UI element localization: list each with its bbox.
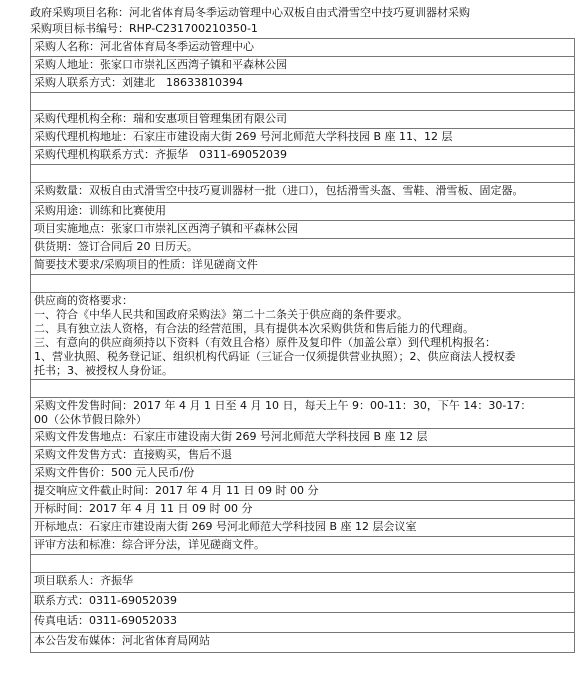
opening-place: 开标地点：石家庄市建设南大街 269 号河北师范大学科技园 B 座 12 层会议室: [31, 519, 575, 537]
document-sale-time-line-1: 采购文件发售时间：2017 年 4 月 1 日至 4 月 10 日，每天上午 9：00-11：30，下午 14：30-17：: [34, 399, 532, 412]
document-sale-time: [31, 398, 575, 429]
project-name-label: 政府采购项目名称：: [30, 6, 129, 19]
qualification-item-3-docs-cont: 托书；3、被授权人身份证。: [34, 364, 173, 377]
submission-deadline: 提交响应文件截止时间：2017 年 4 月 11 日 09 时 00 分: [31, 483, 575, 501]
agency-contact: 采购代理机构联系方式：齐振华 0311-69052039: [31, 147, 575, 165]
project-number-label: 采购项目标书编号：: [30, 22, 129, 35]
blank-row: [31, 93, 575, 111]
blank-row: [31, 380, 575, 398]
agency-name: 采购代理机构全称：瑞和安惠项目管理集团有限公司: [31, 111, 575, 129]
purchaser-address: 采购人地址：张家口市崇礼区西湾子镇和平森林公园: [31, 57, 575, 75]
technical-requirements: 简要技术要求/采购项目的性质：详见磋商文件: [31, 257, 575, 275]
project-contact-fax: 传真电话：0311-69052033: [31, 613, 575, 633]
publication-media: 本公告发布媒体：河北省体育局网站: [31, 633, 575, 653]
implementation-location: 项目实施地点：张家口市崇礼区西湾子镇和平森林公园: [31, 221, 575, 239]
opening-time: 开标时间：2017 年 4 月 11 日 09 时 00 分: [31, 501, 575, 519]
evaluation-method: 评审方法和标准：综合评分法，详见磋商文件。: [31, 537, 575, 555]
procurement-notice-table: [30, 38, 575, 653]
qualification-block: [31, 293, 575, 380]
qualification-item-1: 一、符合《中华人民共和国政府采购法》第二十二条关于供应商的条件要求。: [34, 308, 408, 321]
purchaser-contact: 采购人联系方式：刘建北 18633810394: [31, 75, 575, 93]
project-name-line: [30, 6, 470, 20]
project-contact-phone: 联系方式：0311-69052039: [31, 593, 575, 613]
procurement-quantity: 采购数量：双板自由式滑雪空中技巧夏训器材一批（进口），包括滑雪头盔、雪鞋、滑雪板、固定器。: [31, 183, 575, 203]
document-sale-place: 采购文件发售地点：石家庄市建设南大街 269 号河北师范大学科技园 B 座 12 层: [31, 429, 575, 447]
supply-period: 供货期：签订合同后 20 日历天。: [31, 239, 575, 257]
project-contact-person: 项目联系人：齐振华: [31, 573, 575, 593]
procurement-usage: 采购用途：训练和比赛使用: [31, 203, 575, 221]
blank-row: [31, 165, 575, 183]
project-name: 河北省体育局冬季运动管理中心双板自由式滑雪空中技巧夏训器材采购: [129, 6, 470, 19]
project-number: RHP-C231700210350-1: [129, 22, 258, 35]
qualification-item-3: 三、有意向的供应商须持以下资料（有效且合格）原件及复印件（加盖公章）到代理机构报名：: [34, 336, 496, 349]
agency-address: 采购代理机构地址：石家庄市建设南大街 269 号河北师范大学科技园 B 座 11、12 层: [31, 129, 575, 147]
qualification-item-2: 二、具有独立法人资格，有合法的经营范围，具有提供本次采购供货和售后能力的代理商。: [34, 322, 474, 335]
document-price: 采购文件售价：500 元人民币/份: [31, 465, 575, 483]
blank-row: [31, 555, 575, 573]
qualification-title: 供应商的资格要求：: [34, 294, 133, 307]
blank-row: [31, 275, 575, 293]
qualification-item-3-docs: 1、营业执照、税务登记证、组织机构代码证（三证合一仅须提供营业执照）；2、供应商法人授权委: [34, 350, 516, 363]
project-number-line: [30, 22, 258, 36]
document-sale-method: 采购文件发售方式：直接购买，售后不退: [31, 447, 575, 465]
purchaser-name: 采购人名称：河北省体育局冬季运动管理中心: [31, 39, 575, 57]
document-sale-time-line-2: 00（公休节假日除外）: [34, 413, 147, 426]
